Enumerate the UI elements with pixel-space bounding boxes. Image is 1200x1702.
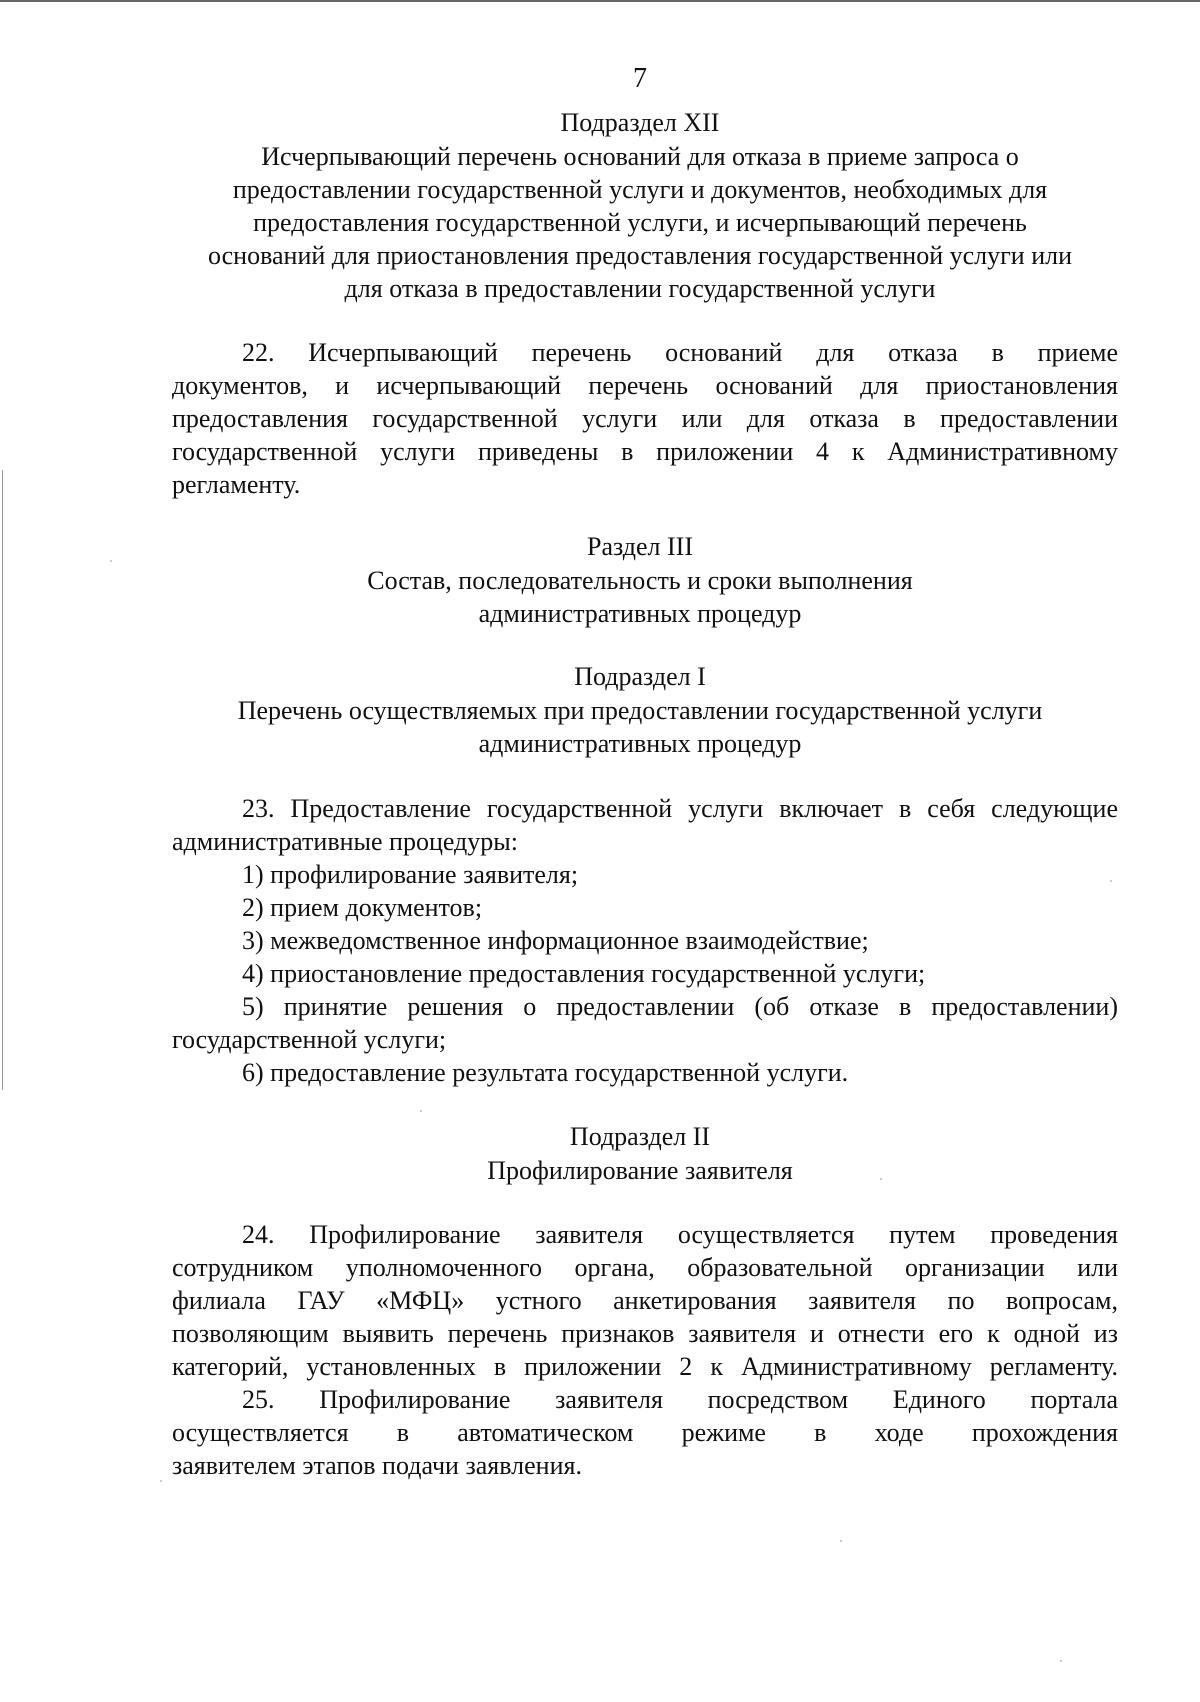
paragraph-line: категорий, установленных в приложении 2 к Административному регламенту. [172,1352,1118,1381]
paragraph-22 [172,336,1118,501]
scan-speck [840,1540,842,1542]
paragraph-line: предоставления государственной услуги или для отказа в предоставлении [172,404,1118,433]
subsection-ii-heading [160,1154,1120,1187]
paragraph-line: 23. Предоставление государственной услуги включает в себя следующие [242,794,1118,823]
list-item: 2) прием документов; [242,893,483,922]
heading-line: Состав, последовательность и сроки выполнения [367,566,913,595]
heading-line: предоставлении государственной услуги и документов, необходимых для [232,175,1048,204]
scan-speck [880,1178,882,1180]
subsection-ii-title: Подраздел II [569,1122,711,1151]
scan-speck [420,1110,422,1112]
paragraph-line: регламенту. [172,470,301,499]
paragraph-line: 22. Исчерпывающий перечень оснований для отказа в приеме [242,338,1118,367]
heading-line: оснований для приостановления предоставления государственной услуги или [207,241,1073,270]
paragraph-23 [172,792,1118,858]
paragraph-25 [172,1383,1118,1482]
subsection-xii-heading [160,140,1120,305]
scan-left-edge [2,470,3,1090]
scan-speck [160,1480,162,1482]
paragraph-line: 25. Профилирование заявителя посредством Единого портала [242,1385,1118,1414]
paragraph-line: 5) принятие решения о предоставлении (об отказе в предоставлении) [242,992,1118,1021]
paragraph-line: сотрудником уполномоченного органа, образовательной организации или [172,1253,1118,1282]
list-item: 1) профилирование заявителя; [242,860,579,889]
list-item-5 [172,990,1118,1056]
list-item: 6) предоставление результата государственной услуги. [242,1058,849,1087]
heading-line: для отказа в предоставлении государственной услуги [344,274,936,303]
paragraph-line: осуществляется в автоматическом режиме в ходе прохождения [172,1418,1118,1447]
scan-speck [110,560,112,562]
scan-speck [1060,1660,1062,1662]
heading-line: предоставления государственной услуги, и исчерпывающий перечень [253,208,1027,237]
page-number: 7 [633,63,647,94]
scan-top-border [0,0,1200,2]
paragraph-line: позволяющим выявить перечень признаков заявителя и отнести его к одной из [172,1319,1118,1348]
paragraph-line: государственной услуги; [172,1025,447,1054]
paragraph-line: государственной услуги приведены в приложении 4 к Административному [172,437,1118,466]
paragraph-line: административные процедуры: [172,827,518,856]
scan-speck [1110,880,1112,882]
heading-line: административных процедур [478,599,802,628]
heading-line: административных процедур [478,729,802,758]
list-item: 4) приостановление предоставления государственной услуги; [242,959,926,988]
paragraph-line: документов, и исчерпывающий перечень оснований для приостановления [172,371,1118,400]
section-iii-title: Раздел III [586,532,694,561]
heading-line: Профилирование заявителя [487,1156,793,1185]
subsection-i-title: Подраздел I [574,662,706,691]
paragraph-24 [172,1218,1118,1383]
list-item: 3) межведомственное информационное взаимодействие; [242,926,869,955]
paragraph-line: заявителем этапов подачи заявления. [172,1451,582,1480]
heading-line: Перечень осуществляемых при предоставлении государственной услуги [237,696,1043,725]
paragraph-line: филиала ГАУ «МФЦ» устного анкетирования заявителя по вопросам, [172,1286,1118,1315]
section-iii-heading [160,564,1120,630]
paragraph-line: 24. Профилирование заявителя осуществляется путем проведения [242,1220,1118,1249]
subsection-i-heading [160,694,1120,760]
subsection-xii-title: Подраздел XII [560,108,720,137]
heading-line: Исчерпывающий перечень оснований для отказа в приеме запроса о [261,142,1019,171]
